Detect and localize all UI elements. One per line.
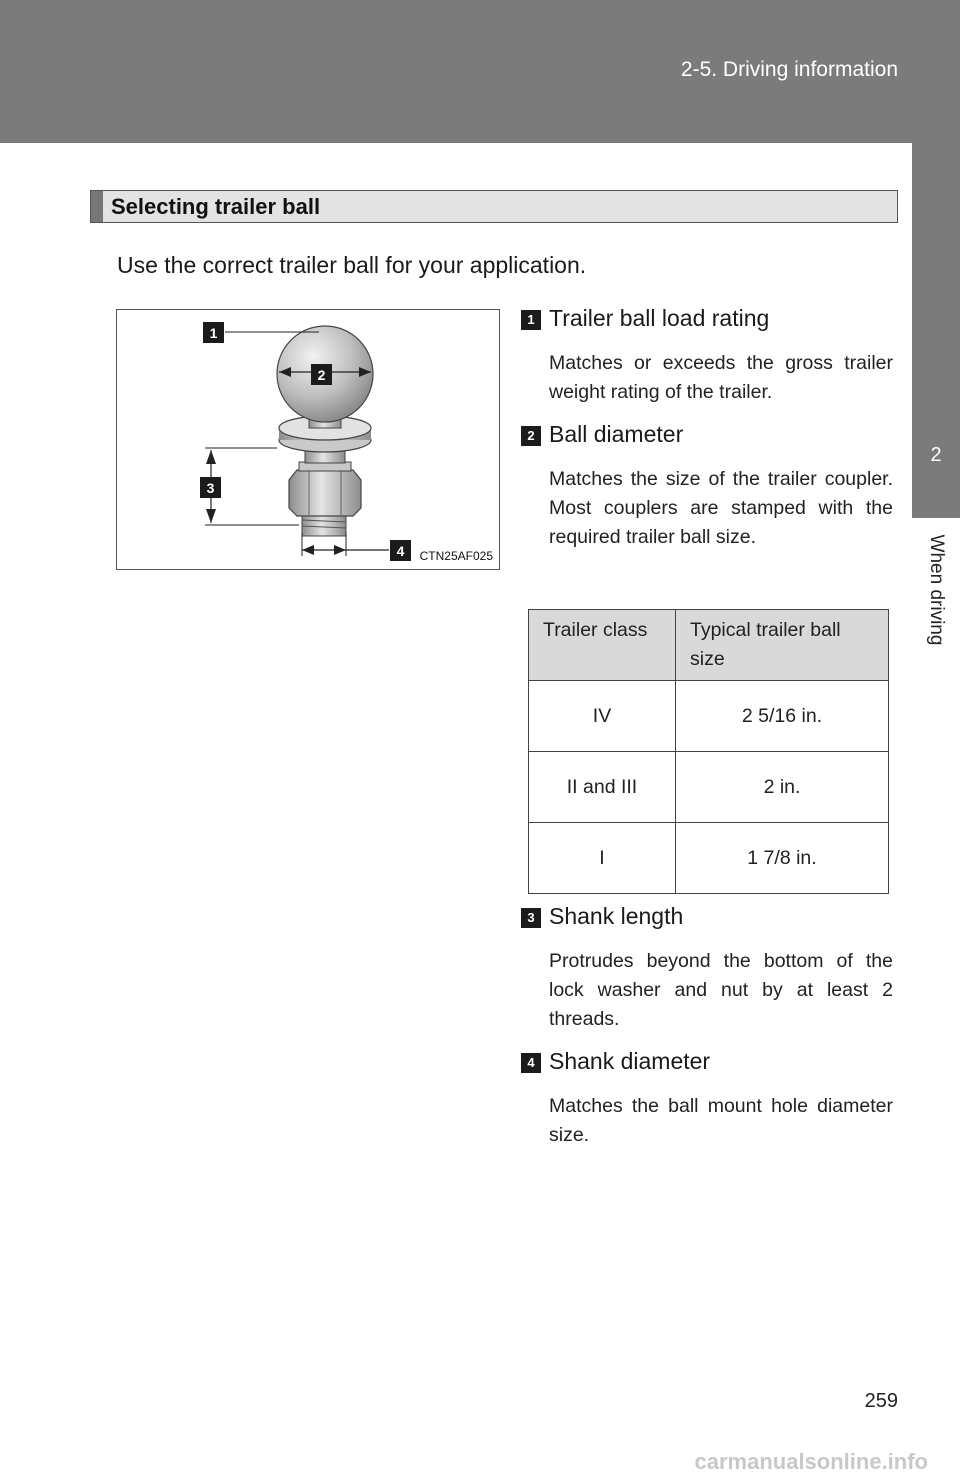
intro-text: Use the correct trailer ball for your application. [117,252,587,278]
table-row [529,681,889,752]
figure-code: CTN25AF025 [419,549,493,563]
item-title: Ball diameter [549,421,684,447]
table-header-row [529,610,889,681]
item-description: Matches or exceeds the gross trailer weight rating of the trailer. [549,352,893,403]
item-number-badge: 2 [521,426,541,446]
item-number-badge: 4 [521,1053,541,1073]
item-description: Matches the size of the trailer coupler. Most couplers are stamped with the required trailer ball size. [549,468,893,548]
item-description: Matches the ball mount hole diameter size. [549,1095,893,1146]
item-number-badge: 1 [521,310,541,330]
callout-1-label: 1 [209,325,218,341]
table-cell: 1 7/8 in. [676,823,889,894]
callout-2-label: 2 [317,367,326,383]
item-number-badge: 3 [521,908,541,928]
table-cell: 2 5/16 in. [676,681,889,752]
table-cell: 2 in. [676,752,889,823]
trailer-ball-figure [116,309,500,570]
chapter-number: 2 [930,444,942,466]
page-number: 259 [864,1390,898,1412]
table-cell: I [529,823,676,894]
heading-accent-bar [91,191,103,222]
trailer-ball-illustration [117,310,498,568]
table-header: Trailer class [529,610,676,681]
item-title: Shank length [549,903,684,929]
watermark: carmanualsonline.info [694,1449,928,1474]
table-header: Typical trailer ball size [676,610,889,681]
table-row [529,752,889,823]
item-description: Protrudes beyond the bottom of the lock washer and nut by at least 2 threads. [549,950,893,1030]
header-section-title: 2-5. Driving information [680,58,898,81]
table-row [529,823,889,894]
callout-4-label: 4 [396,543,405,559]
item-title: Trailer ball load rating [549,305,770,331]
item-title: Shank diameter [549,1048,711,1074]
section-title: Selecting trailer ball [111,194,321,219]
trailer-ball-size-table [528,609,889,894]
callout-3-label: 3 [206,480,215,496]
table-cell: II and III [529,752,676,823]
section-heading [90,190,898,223]
chapter-label: When driving [926,534,947,646]
table-cell: IV [529,681,676,752]
